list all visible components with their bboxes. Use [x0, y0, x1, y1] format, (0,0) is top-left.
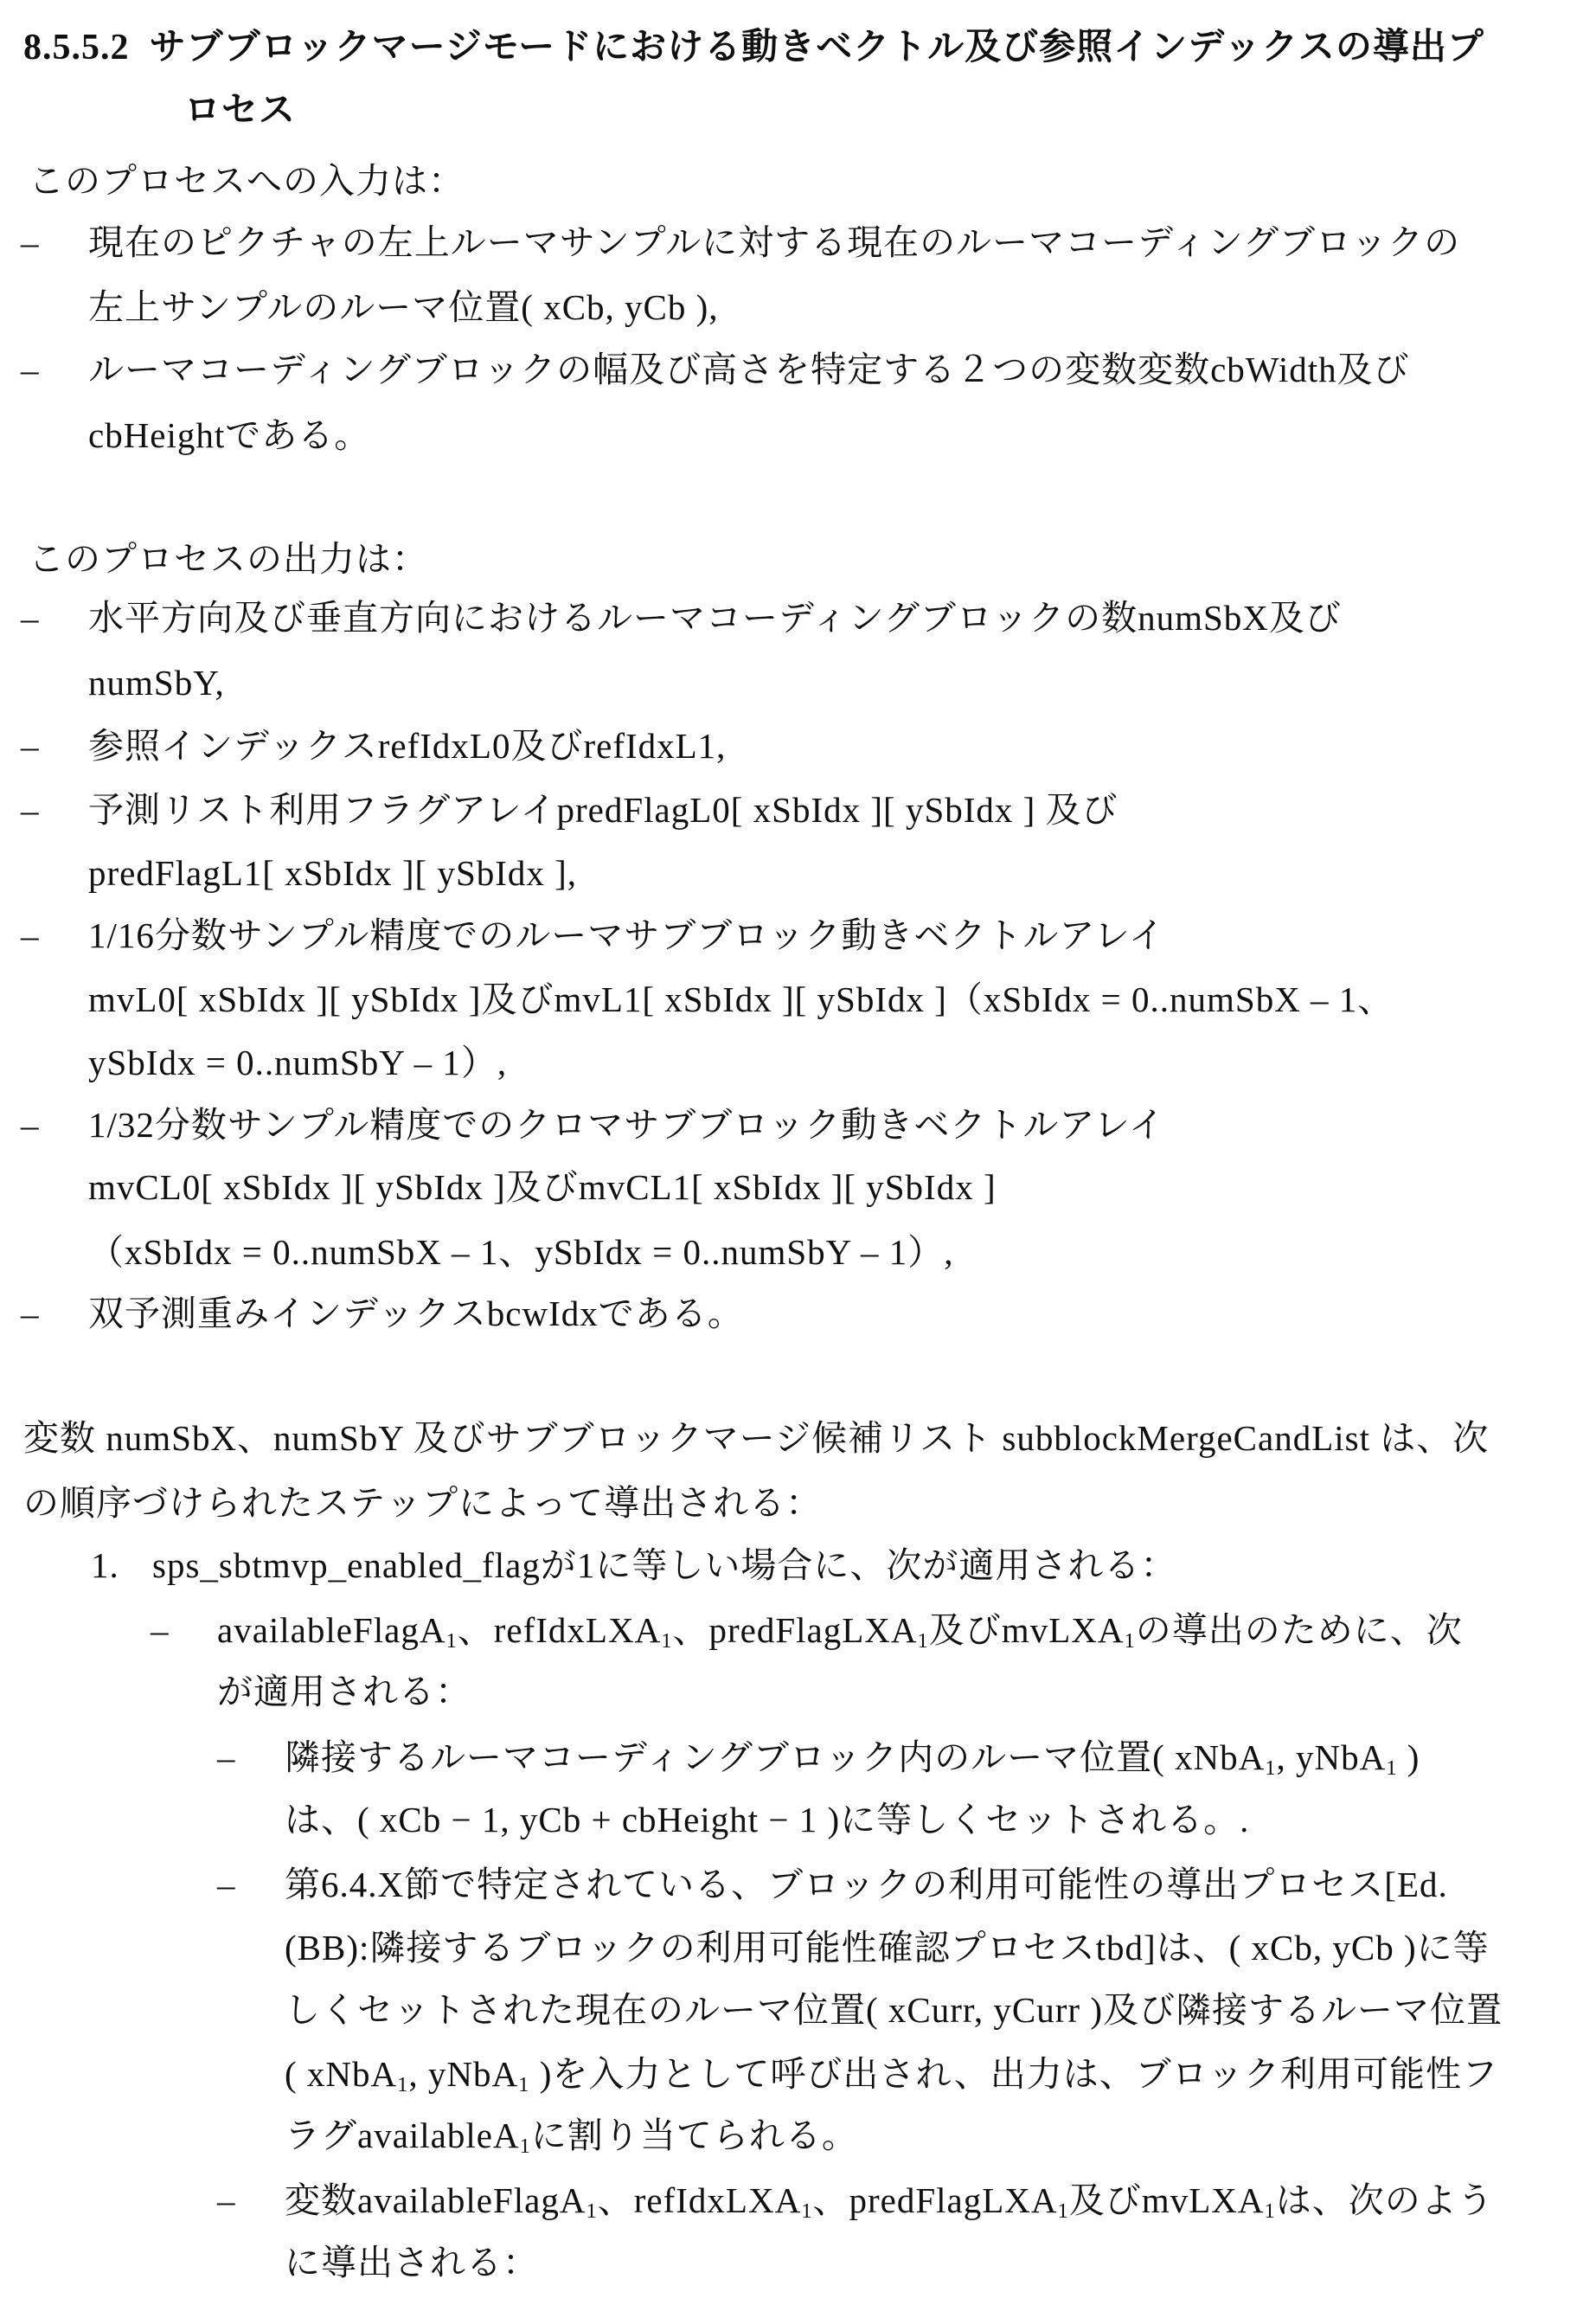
- section-number: 8.5.5.2: [23, 28, 130, 67]
- step-1-number: 1.: [91, 1545, 119, 1585]
- output-item-4-line-3: ySbIdx = 0..numSbY – 1）,: [88, 1043, 508, 1082]
- list-dash: –: [217, 2180, 235, 2220]
- child-2-line-4: [285, 2043, 1498, 2105]
- text-part: 及びmvLXA: [1068, 2180, 1265, 2220]
- section-heading: [23, 16, 1484, 79]
- text-part: 、refIdxLXA: [457, 1610, 662, 1650]
- step-1-text: sps_sbtmvp_enabled_flagが1に等しい場合に、次が適用される：: [152, 1545, 1177, 1585]
- list-dash: –: [21, 1294, 39, 1333]
- subscript: 1: [518, 2073, 530, 2097]
- derivation-intro-line-2: の順序づけられたステップによって導出される：: [23, 1483, 823, 1523]
- output-item-5-line-2: mvCL0[ xSbIdx ][ ySbIdx ]及びmvCL1[ xSbIdx ][ ySbIdx ]: [88, 1167, 997, 1207]
- input-item-2-line-2: cbHeightである。: [88, 415, 371, 455]
- list-dash: –: [21, 915, 39, 955]
- subscript: 1: [397, 2073, 409, 2097]
- subscript: 1: [519, 2135, 531, 2159]
- subscript: 1: [801, 2199, 813, 2224]
- inputs-intro: このプロセスへの入力は：: [29, 161, 465, 201]
- list-dash: –: [21, 350, 39, 389]
- output-item-5-line-1: 1/32分数サンプル精度でのクロマサブブロック動きベクトルアレイ: [88, 1105, 1165, 1145]
- section-title-line-1: サブブロックマージモードにおける動きベクトル及び参照インデックスの導出プ: [149, 28, 1484, 67]
- list-dash: –: [151, 1610, 169, 1650]
- child-3-line-2: に導出される：: [285, 2243, 539, 2282]
- input-item-2-line-1: ルーマコーディングブロックの幅及び高さを特定する２つの変数変数cbWidth及び: [88, 350, 1410, 389]
- subscript: 1: [1264, 2199, 1276, 2224]
- output-item-5-line-3: （xSbIdx = 0..numSbX – 1、ySbIdx = 0..numSbY – 1）,: [88, 1232, 954, 1272]
- list-dash: –: [21, 598, 39, 638]
- list-dash: –: [21, 726, 39, 766]
- text-part: の導出のために、次: [1135, 1610, 1463, 1650]
- output-item-4-line-2: mvL0[ xSbIdx ][ ySbIdx ]及びmvL1[ xSbIdx ][ ySbIdx ]（xSbIdx = 0..numSbX – 1、: [88, 979, 1394, 1019]
- text-part: 、predFlagLXA: [812, 2180, 1058, 2220]
- list-dash: –: [217, 1865, 235, 1904]
- child-1-line-2: は、( xCb − 1, yCb + cbHeight − 1 )に等しくセットされる。.: [285, 1800, 1250, 1839]
- text-part: 変数availableFlagA: [285, 2180, 586, 2220]
- list-dash: –: [217, 1737, 235, 1777]
- input-item-1-line-1: 現在のピクチャの左上ルーマサンプルに対する現在のルーマコーディングブロックの: [88, 222, 1461, 262]
- output-item-2-line-1: 参照インデックスrefIdxL0及びrefIdxL1,: [88, 726, 727, 766]
- subscript: 1: [586, 2199, 598, 2224]
- child-2-line-3: しくセットされた現在のルーマ位置( xCurr, yCurr )及び隣接するルーマ位置: [285, 1990, 1503, 2030]
- output-item-1-line-2: numSbY,: [88, 663, 225, 703]
- output-item-6-line-1: 双予測重みインデックスbcwIdxである。: [88, 1294, 744, 1333]
- subscript: 1: [445, 1629, 458, 1653]
- child-1-line-1: [285, 1726, 1420, 1788]
- section-title-line-2: ロセス: [184, 91, 297, 131]
- text-part: に割り当てられる。: [530, 2115, 858, 2155]
- list-dash: –: [21, 222, 39, 262]
- outputs-intro: このプロセスの出力は：: [29, 539, 428, 579]
- subscript: 1: [1265, 1756, 1277, 1781]
- text-part: ラグavailableA: [285, 2115, 520, 2155]
- child-2-line-2: (BB):隣接するブロックの利用可能性確認プロセスtbd]は、( xCb, yCb )に等: [285, 1928, 1490, 1968]
- input-item-1-line-2: 左上サンプルのルーマ位置( xCb, yCb ),: [88, 287, 719, 327]
- text-part: ( xNbA: [285, 2054, 398, 2094]
- derivation-intro-line-1: 変数 numSbX、numSbY 及びサブブロックマージ候補リスト subblockMergeCandList は、次: [23, 1418, 1490, 1458]
- text-part: 、refIdxLXA: [597, 2180, 802, 2220]
- output-item-4-line-1: 1/16分数サンプル精度でのルーマサブブロック動きベクトルアレイ: [88, 915, 1165, 955]
- sub-item-line-2: が適用される：: [217, 1672, 471, 1711]
- text-part: availableFlagA: [217, 1610, 446, 1650]
- output-item-3-line-2: predFlagL1[ xSbIdx ][ ySbIdx ],: [88, 853, 578, 893]
- child-2-line-5: [285, 2104, 858, 2167]
- text-part: , yNbA: [1276, 1737, 1387, 1777]
- sub-item-line-1: [217, 1599, 1463, 1661]
- list-dash: –: [21, 1105, 39, 1145]
- subscript: 1: [1386, 1756, 1398, 1781]
- text-part: )を入力として呼び出され、出力は、ブロック利用可能性フ: [529, 2054, 1498, 2094]
- child-2-line-1: 第6.4.X節で特定されている、ブロックの利用可能性の導出プロセス[Ed.: [285, 1865, 1448, 1904]
- subscript: 1: [661, 1629, 673, 1653]
- output-item-3-line-1: 予測リスト利用フラグアレイpredFlagL0[ xSbIdx ][ ySbIdx ] 及び: [88, 790, 1118, 830]
- subscript: 1: [917, 1629, 929, 1653]
- text-part: ): [1397, 1737, 1420, 1777]
- child-3-line-1: [285, 2169, 1494, 2231]
- text-part: 、predFlagLXA: [672, 1610, 918, 1650]
- subscript: 1: [1124, 1629, 1136, 1653]
- text-part: , yNbA: [408, 2054, 519, 2094]
- text-part: は、次のよう: [1275, 2180, 1494, 2220]
- output-item-1-line-1: 水平方向及び垂直方向におけるルーマコーディングブロックの数numSbX及び: [88, 598, 1342, 638]
- list-dash: –: [21, 790, 39, 830]
- text-part: 隣接するルーマコーディングブロック内のルーマ位置( xNbA: [285, 1737, 1266, 1777]
- subscript: 1: [1057, 2199, 1069, 2224]
- text-part: 及びmvLXA: [928, 1610, 1125, 1650]
